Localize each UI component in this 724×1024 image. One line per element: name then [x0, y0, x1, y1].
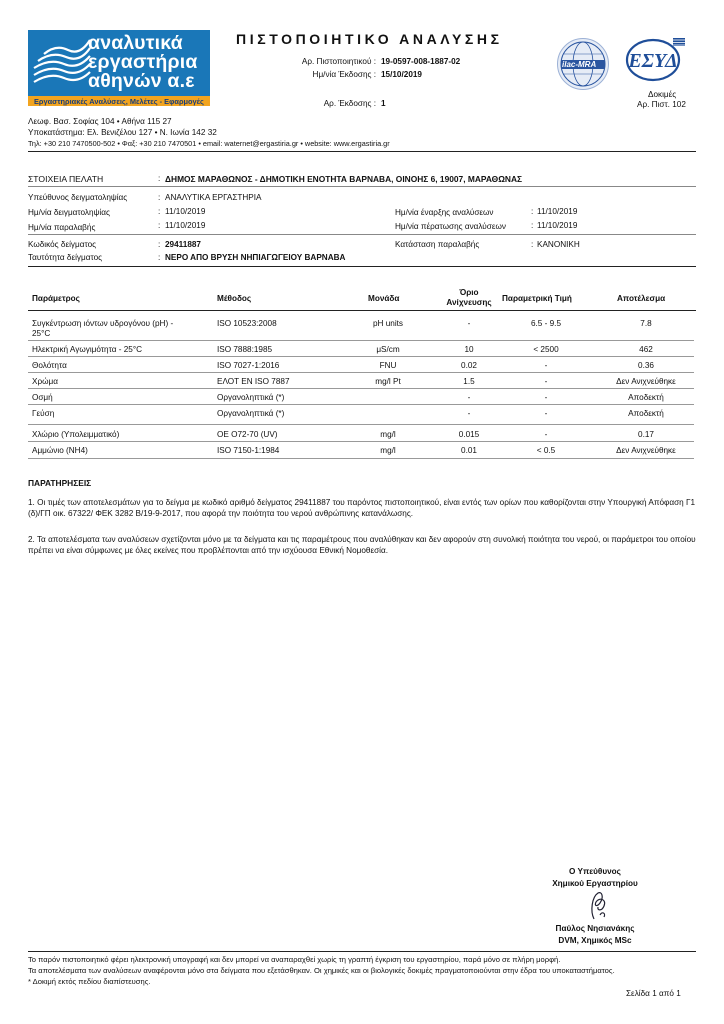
col-header-unit: Μονάδα	[368, 294, 400, 303]
issue-number-value: 1	[381, 99, 386, 108]
col-header-limit-2: Ανίχνευσης	[446, 298, 492, 307]
cert-number-label: Αρ. Πιστοποιητικού :	[301, 57, 376, 66]
table-row-divider	[28, 404, 694, 405]
cell-detection-limit: 10	[464, 345, 474, 354]
analysis-end-colon: :	[531, 221, 534, 230]
sampler-value: ΑΝΑΛΥΤΙΚΑ ΕΡΓΑΣΤΗΡΙΑ	[165, 193, 262, 202]
client-label: ΣΤΟΙΧΕΙΑ ΠΕΛΑΤΗ	[28, 174, 104, 184]
cert-number-value: 19-0597-008-1887-02	[381, 57, 461, 66]
cell-detection-limit: 0.015	[458, 430, 480, 439]
cell-method: ISO 7150-1:1984	[217, 446, 280, 455]
cell-result: Αποδεκτή	[628, 393, 664, 402]
cell-parameter: Συγκέντρωση ιόντων υδρογόνου (pH) -	[32, 319, 174, 328]
cell-method: ISO 10523:2008	[217, 319, 277, 328]
cell-method: ISO 7888:1985	[217, 345, 273, 354]
cell-result: 0.17	[638, 430, 654, 439]
receipt-date-colon: :	[158, 221, 161, 230]
cell-parametric-value: < 0.5	[536, 446, 556, 455]
cell-parametric-value: < 2500	[533, 345, 559, 354]
cell-result: Δεν Ανιχνεύθηκε	[616, 446, 676, 455]
table-row-divider	[28, 356, 694, 357]
accreditation-number: Αρ. Πιστ. 102	[637, 100, 686, 109]
footer-line-2: Τα αποτελέσματα των αναλύσεων αναφέρονται μόνο στα δείγματα που εξετάσθηκαν. Οι χημικές και οι βιολογικές δοκιμές πραγματοποιούνται στην έδρα του υποκαταστήματος.	[28, 966, 615, 975]
cell-unit: mg/l	[380, 430, 396, 439]
logo-line-3: αθηνών α.ε	[88, 70, 195, 92]
address-line-1: Λεωφ. Βασ. Σοφίας 104 • Αθήνα 115 27	[28, 117, 172, 126]
issue-date-value: 15/10/2019	[381, 70, 422, 79]
signatory-role-2: Χημικού Εργαστηρίου	[552, 879, 638, 888]
col-header-parameter: Παράμετρος	[32, 294, 80, 303]
dates-divider	[28, 234, 696, 235]
footer-line-1: Το παρόν πιστοποιητικό φέρει ηλεκτρονική υπογραφή και δεν μπορεί να αναπαραχθεί χωρίς τη γραπτή έγκριση του εργαστηρίου, παρά μόνο σε πλήρη μορφή.	[28, 955, 561, 964]
client-divider	[28, 186, 696, 187]
ilac-label: ilac-MRA	[562, 60, 597, 69]
sampling-date-value: 11/10/2019	[165, 207, 206, 216]
sampling-date-label: Ημ/νία δειγματοληψίας	[28, 208, 110, 217]
receipt-status-colon: :	[531, 240, 534, 249]
client-value: ΔΗΜΟΣ ΜΑΡΑΘΩΝΟΣ - ΔΗΜΟΤΙΚΗ ΕΝΟΤΗΤΑ ΒΑΡΝΑΒΑ, ΟΙΝΟΗΣ 6, 19007, ΜΑΡΑΘΩΝΑΣ	[165, 174, 523, 184]
cell-detection-limit: 1.5	[463, 377, 475, 386]
cell-method: ISO 7027-1:2016	[217, 361, 280, 370]
cell-parametric-value: -	[544, 361, 548, 370]
logo-line-2: εργαστήρια	[88, 51, 198, 73]
sampler-colon: :	[158, 193, 161, 202]
receipt-status-label: Κατάσταση παραλαβής	[395, 240, 480, 249]
notes-title: ΠΑΡΑΤΗΡΗΣΕΙΣ	[28, 478, 92, 488]
cell-unit: FNU	[379, 361, 397, 370]
page-number: Σελίδα 1 από 1	[626, 989, 681, 998]
analysis-start-label: Ημ/νία έναρξης αναλύσεων	[395, 208, 494, 217]
cell-unit: pH units	[372, 319, 404, 328]
address-line-2: Υποκατάστημα: Ελ. Βενιζέλου 127 • Ν. Ιωνία 142 32	[28, 128, 217, 137]
cell-parameter: Αμμώνιο (NH4)	[32, 446, 88, 455]
receipt-date-label: Ημ/νία παραλαβής	[28, 223, 96, 232]
cell-detection-limit: -	[467, 319, 471, 328]
logo-tagline: Εργαστηριακές Αναλύσεις, Μελέτες - Εφαρμογές	[34, 96, 204, 106]
cell-result: Αποδεκτή	[628, 409, 664, 418]
cell-method: Οργανοληπτικά (*)	[217, 409, 285, 418]
issue-number-label: Αρ. Έκδοσης :	[323, 99, 376, 108]
document-title: ΠΙΣΤΟΠΟΙΗΤΙΚΟ ΑΝΑΛΥΣΗΣ	[236, 31, 503, 47]
col-header-parametric-value: Παραμετρική Τιμή	[502, 294, 572, 303]
cell-detection-limit: -	[467, 409, 471, 418]
cell-detection-limit: 0.01	[461, 446, 477, 455]
client-colon: :	[158, 174, 161, 183]
col-header-method: Μέθοδος	[217, 294, 252, 303]
cell-parametric-value: -	[544, 393, 548, 402]
signatory-role-1: Ο Υπεύθυνος	[569, 867, 621, 876]
cell-parametric-value: -	[544, 409, 548, 418]
sample-id-colon: :	[158, 253, 161, 262]
table-header-divider	[28, 310, 696, 311]
table-row-divider	[28, 372, 694, 373]
header-divider	[28, 151, 696, 152]
analysis-end-label: Ημ/νία πέρατωσης αναλύσεων	[395, 222, 506, 231]
cell-parameter: Ηλεκτρική Αγωγιμότητα - 25°C	[32, 345, 143, 354]
table-row-divider	[28, 388, 694, 389]
cell-result: 462	[639, 345, 653, 354]
table-row-divider	[28, 340, 694, 341]
table-row-divider	[28, 424, 694, 425]
ilac-mra-seal	[557, 38, 609, 90]
cell-method: OE O72-70 (UV)	[217, 430, 278, 439]
cell-detection-limit: 0.02	[461, 361, 477, 370]
logo-tagline-strip	[28, 96, 210, 106]
cell-result: Δεν Ανιχνεύθηκε	[616, 377, 676, 386]
sampler-label: Υπεύθυνος δειγματοληψίας	[28, 193, 128, 202]
cell-method: Οργανοληπτικά (*)	[217, 393, 285, 402]
footer-divider	[28, 951, 696, 952]
cell-method: ΕΛΟΤ ΕΝ ISO 7887	[217, 377, 290, 386]
table-row-divider	[28, 458, 694, 459]
cell-parameter-cont: 25°C	[32, 329, 51, 338]
cell-parameter: Χλώριο (Υπολειμματικό)	[32, 430, 120, 439]
esyd-seal-icon	[623, 36, 691, 82]
signatory-name: Παύλος Νησιανάκης	[555, 924, 635, 933]
signatory-title: DVM, Χημικός MSc	[558, 936, 632, 945]
cell-parameter: Οσμή	[32, 393, 53, 402]
logo-waves-icon	[30, 32, 92, 94]
analysis-start-colon: :	[531, 207, 534, 216]
col-header-limit-1: Όριο	[459, 288, 479, 297]
cell-detection-limit: -	[467, 393, 471, 402]
sample-id-label: Ταυτότητα δείγματος	[28, 253, 103, 262]
issue-date-label: Ημ/νία Έκδοσης :	[312, 70, 376, 79]
cell-parameter: Χρώμα	[32, 377, 58, 386]
col-header-result: Αποτέλεσμα	[617, 294, 666, 303]
sample-divider	[28, 266, 696, 267]
sample-code-colon: :	[158, 240, 161, 249]
sample-code-value: 29411887	[165, 240, 201, 249]
cell-parametric-value: -	[544, 377, 548, 386]
cell-parametric-value: -	[544, 430, 548, 439]
note-1: 1. Οι τιμές των αποτελεσμάτων για το δείγμα με κωδικό αριθμό δείγματος 29411887 του παρόντος πιστοποιητικού, είναι εντός των ορίων που καθορίζονται στην Υπουργική Απόφαση Γ1 (δ)/ΓΠ οικ. 67322/ ΦΕΚ 3282 Β/19-9-2017, που αφορά την ποιότητα του νερού ανθρώπινης κατανάλωσης.	[28, 498, 696, 518]
handwritten-signature-icon	[580, 889, 620, 923]
receipt-date-value: 11/10/2019	[165, 221, 206, 230]
sampling-date-colon: :	[158, 207, 161, 216]
cell-result: 7.8	[640, 319, 652, 328]
receipt-status-value: ΚΑΝΟΝΙΚΗ	[537, 240, 580, 249]
table-row-divider	[28, 441, 694, 442]
accreditation-tests-label: Δοκιμές	[648, 90, 677, 99]
cell-parameter: Γεύση	[32, 409, 55, 418]
footer-line-3: * Δοκιμή εκτός πεδίου διαπίστευσης.	[28, 977, 151, 986]
cell-result: 0.36	[638, 361, 654, 370]
cell-unit: mg/l Pt	[375, 377, 401, 386]
note-2: 2. Τα αποτελέσματα των αναλύσεων σχετίζονται μόνο με τα δείγματα και τις παραμέτρους που αναλύθηκαν και δεν αφορούν στη συνολική ποιότητα του νερού, οι παράμετροι του οποίου πρέπει να είναι σύμφωνες με όλες εκείνες που προβλέπονται από την ισχύουσα Εθνική Νομοθεσία.	[28, 535, 696, 555]
cell-unit: mg/l	[380, 446, 396, 455]
analysis-start-value: 11/10/2019	[537, 207, 578, 216]
cell-parametric-value: 6.5 - 9.5	[530, 319, 562, 328]
logo-line-1: αναλυτικά	[88, 32, 183, 54]
sample-code-label: Κωδικός δείγματος	[28, 240, 97, 249]
analysis-end-value: 11/10/2019	[537, 221, 578, 230]
contact-line: Τηλ: +30 210 7470500-502 • Φαξ: +30 210 7470501 • email: waternet@ergastiria.gr • website: www.ergastiria.gr	[28, 139, 390, 148]
esyd-label: ΕΣΥΔ	[628, 50, 678, 72]
sample-id-value: ΝΕΡΟ ΑΠΟ ΒΡΥΣΗ ΝΗΠΙΑΓΩΓΕΙΟΥ ΒΑΡΝΑΒΑ	[165, 253, 346, 262]
cell-parameter: Θολότητα	[32, 361, 67, 370]
cell-unit: μS/cm	[376, 345, 400, 354]
